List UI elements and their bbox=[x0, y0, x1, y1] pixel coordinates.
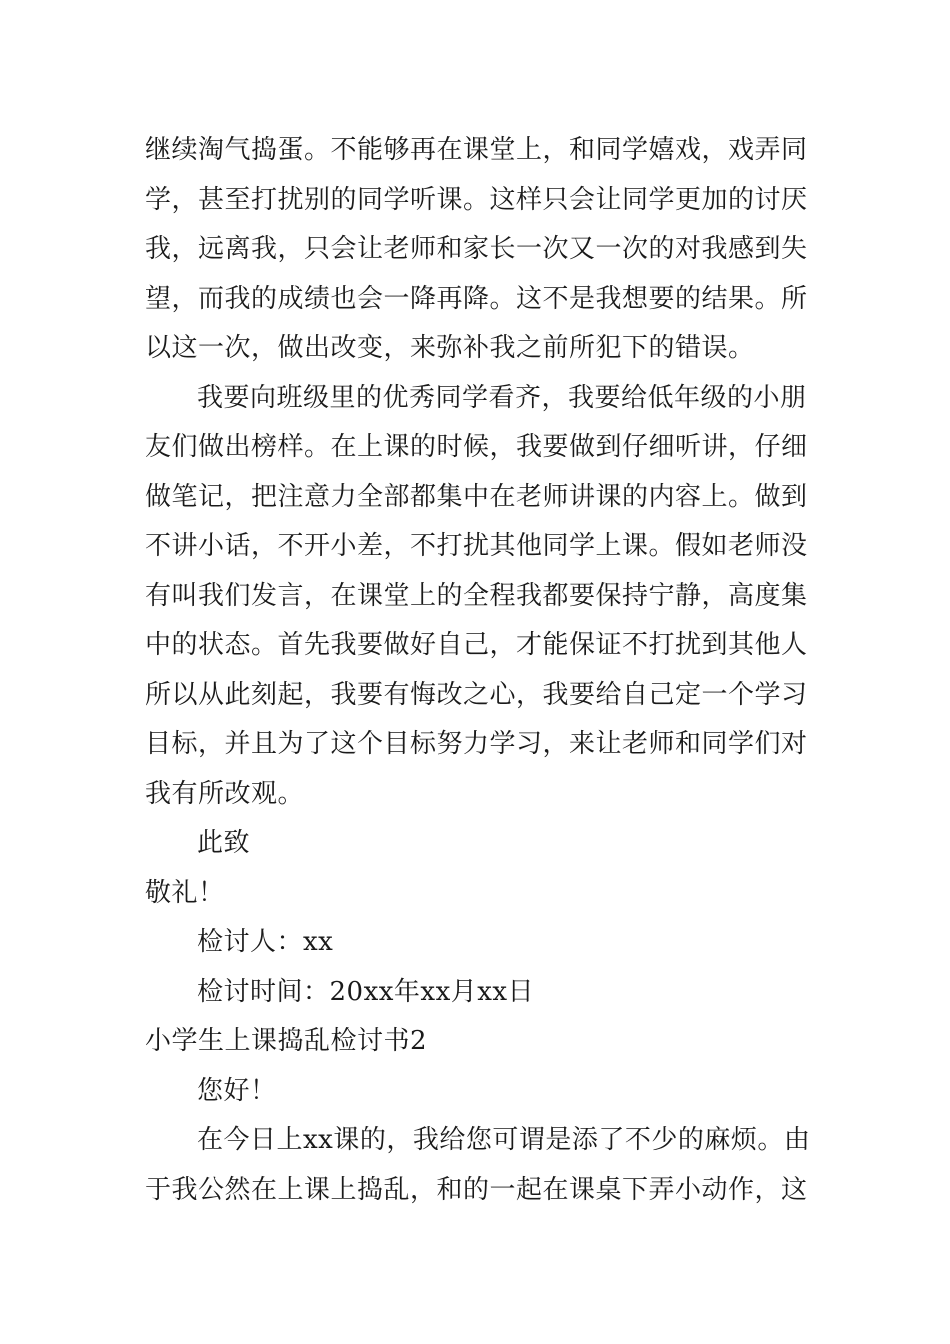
body-line: 学，甚至打扰别的同学听课。这样只会让同学更加的讨厌 bbox=[145, 184, 808, 215]
body-line: 以这一次，做出改变，来弥补我之前所犯下的错误。 bbox=[145, 333, 755, 363]
body-line: 有叫我们发言，在课堂上的全程我都要保持宁静，高度集 bbox=[145, 580, 808, 611]
greeting: 您好！ bbox=[197, 1075, 277, 1106]
body-line: 于我公然在上课上捣乱，和的一起在课桌下弄小动作，这 bbox=[145, 1174, 808, 1205]
body-line: 望，而我的成绩也会一降再降。这不是我想要的结果。所 bbox=[145, 283, 808, 314]
closing-regards: 敬礼！ bbox=[145, 877, 225, 908]
paragraph-start-line: 我要向班级里的优秀同学看齐，我要给低年级的小朋 bbox=[197, 382, 807, 413]
body-line: 目标，并且为了这个目标努力学习，来让老师和同学们对 bbox=[145, 729, 808, 759]
body-line: 不讲小话，不开小差，不打扰其他同学上课。假如老师没 bbox=[145, 531, 808, 561]
document-body bbox=[145, 126, 810, 1215]
signature-author: 检讨人：xx bbox=[197, 927, 334, 957]
body-line: 继续淘气捣蛋。不能够再在课堂上，和同学嬉戏，戏弄同 bbox=[145, 135, 808, 165]
body-line: 我有所改观。 bbox=[145, 778, 305, 809]
signature-date: 检讨时间：20xx年xx月xx日 bbox=[197, 976, 535, 1007]
body-line: 做笔记，把注意力全部都集中在老师讲课的内容上。做到 bbox=[145, 481, 808, 512]
section-title: 小学生上课捣乱检讨书2 bbox=[145, 1026, 428, 1056]
closing-salutation: 此致 bbox=[197, 828, 251, 858]
body-line: 我，远离我，只会让老师和家长一次又一次的对我感到失 bbox=[145, 234, 808, 264]
body-line: 所以从此刻起，我要有悔改之心，我要给自己定一个学习 bbox=[145, 679, 808, 710]
body-line: 中的状态。首先我要做好自己，才能保证不打扰到其他人 bbox=[145, 630, 808, 660]
paragraph-start-line: 在今日上xx课的，我给您可谓是添了不少的麻烦。由 bbox=[197, 1125, 811, 1155]
body-line: 友们做出榜样。在上课的时候，我要做到仔细听讲，仔细 bbox=[145, 432, 808, 462]
